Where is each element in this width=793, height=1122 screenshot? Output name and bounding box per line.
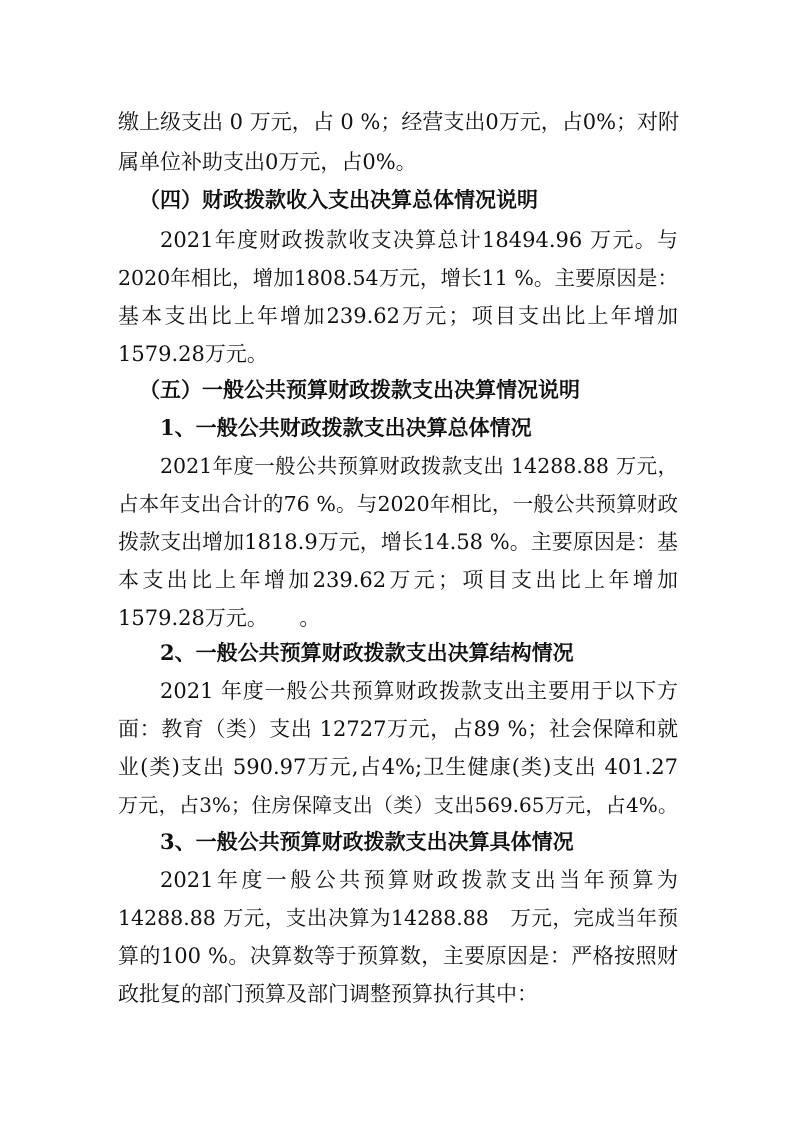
paragraph-line: 占本年支出合计的76 %。与2020年相比，一般公共预算财政 (118, 492, 678, 516)
paragraph-line: 万元，占3%；住房保障支出（类）支出569.65万元，占4%。 (118, 793, 678, 817)
section-heading: （四）财政拨款收入支出决算总体情况说明 (139, 187, 538, 212)
paragraph-line: 2020年相比，增加1808.54万元，增长11 %。主要原因是： (118, 266, 678, 290)
paragraph-line: 1579.28万元。 。 (118, 606, 321, 630)
paragraph-line: 本支出比上年增加239.62万元；项目支出比上年增加 (118, 568, 678, 592)
paragraph-line: 1579.28万元。 (118, 342, 268, 366)
paragraph-line: 算的100 %。决算数等于预算数，主要原因是：严格按照财 (118, 944, 678, 968)
paragraph-line: 政批复的部门预算及部门调整预算执行其中： (118, 982, 538, 1006)
subsection-heading: 2、一般公共预算财政拨款支出决算结构情况 (160, 640, 574, 665)
paragraph-line: 业(类)支出 590.97万元,占4%;卫生健康(类)支出 401.27 (118, 755, 678, 779)
subsection-heading: 3、一般公共预算财政拨款支出决算具体情况 (160, 829, 574, 854)
paragraph-line: 基本支出比上年增加239.62万元；项目支出比上年增加 (118, 304, 678, 328)
paragraph-line: 14288.88 万元，支出决算为14288.88 万元，完成当年预 (118, 906, 678, 930)
section-heading: （五）一般公共预算财政拨款支出决算情况说明 (139, 377, 580, 402)
paragraph-line: 2021年度一般公共预算财政拨款支出当年预算为 (160, 868, 678, 892)
paragraph-line: 拨款支出增加1818.9万元，增长14.58 %。主要原因是：基 (118, 530, 678, 554)
paragraph-line: 缴上级支出 0 万元，占 0 %；经营支出0万元，占0%；对附 (118, 110, 680, 134)
paragraph-line: 2021 年度一般公共预算财政拨款支出主要用于以下方 (160, 679, 678, 703)
paragraph-line: 属单位补助支出0万元，占0%。 (118, 150, 417, 174)
paragraph-line: 面：教育（类）支出 12727万元，占89 %；社会保障和就 (118, 717, 678, 741)
paragraph-line: 2021年度一般公共预算财政拨款支出 14288.88 万元， (160, 454, 678, 478)
paragraph-line: 2021年度财政拨款收支决算总计18494.96 万元。与 (160, 228, 678, 252)
subsection-heading: 1、一般公共财政拨款支出决算总体情况 (160, 415, 532, 440)
